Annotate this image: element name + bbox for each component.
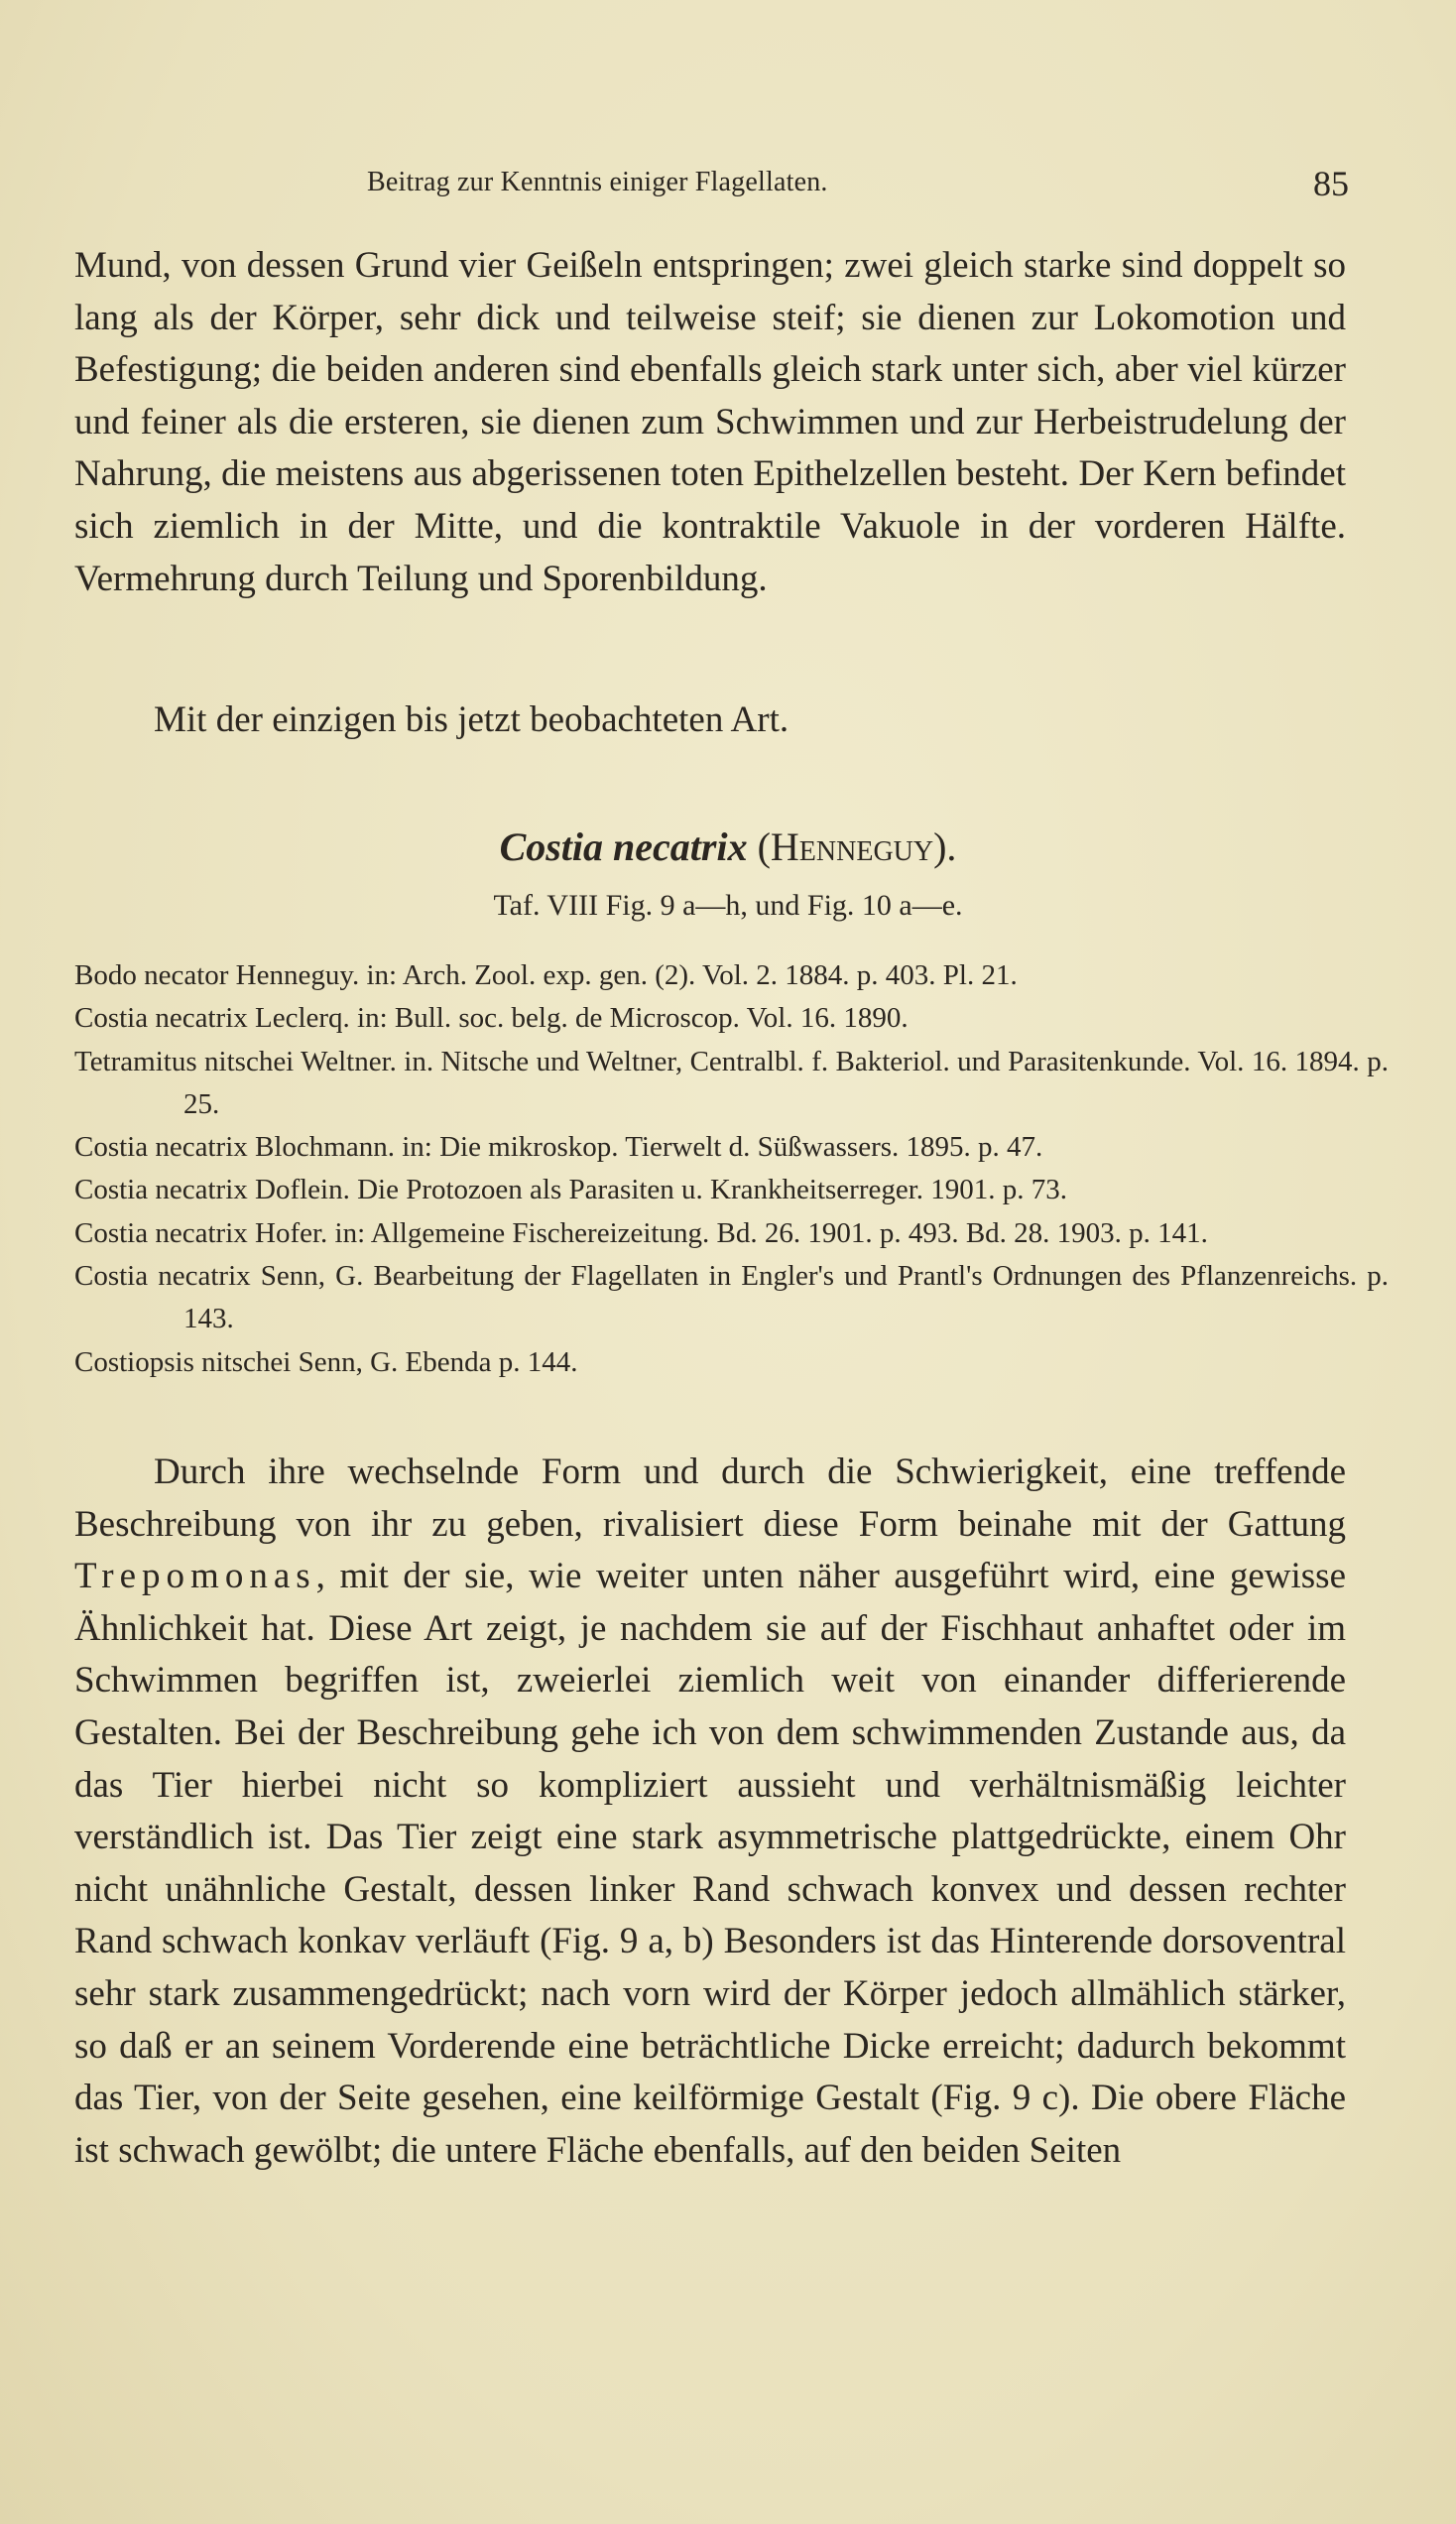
synonymy-entry: Costiopsis nitschei Senn, G. Ebenda p. 144. bbox=[74, 1345, 578, 1378]
species-author: (Henneguy). bbox=[757, 824, 957, 869]
body-paragraph-2 bbox=[74, 694, 1346, 747]
plate-reference: Taf. VIII Fig. 9 a—h, und Fig. 10 a—e. bbox=[493, 889, 963, 922]
paragraph-text-part: Durch ihre wechselnde Form und durch die Schwierigkeit, eine treffende Beschreibung von ihr zu geben, rivalisiert diese Form beinahe mit der Gattung bbox=[74, 1451, 1346, 1545]
synonymy-entry: Bodo necator Henneguy. in: Arch. Zool. exp. gen. (2). Vol. 2. 1884. p. 403. Pl. 21. bbox=[74, 959, 1018, 991]
paragraph-text bbox=[74, 1447, 1346, 2177]
paragraph-text: Mit der einzigen bis jetzt beobachteten Art. bbox=[154, 699, 789, 740]
species-name: Costia necatrix bbox=[499, 824, 748, 869]
synonymy-entry: Tetramitus nitschei Weltner. in. Nitsche und Weltner, Centralbl. f. Bakteriol. und Parasitenkunde. Vol. 16. 1894. p. 25. bbox=[74, 1045, 1389, 1120]
body-paragraph-1 bbox=[74, 240, 1346, 605]
genus-name: Trepomonas bbox=[74, 1556, 316, 1597]
body-paragraph-3 bbox=[74, 1447, 1346, 2177]
synonymy-entry: Costia necatrix Leclerq. in: Bull. soc. belg. de Microscop. Vol. 16. 1890. bbox=[74, 1002, 909, 1035]
synonymy-entry: Costia necatrix Blochmann. in: Die mikroskop. Tierwelt d. Süßwassers. 1895. p. 47. bbox=[74, 1131, 1043, 1164]
synonymy-entry: Costia necatrix Hofer. in: Allgemeine Fischereizeitung. Bd. 26. 1901. p. 493. Bd. 28. 1903. p. 141. bbox=[74, 1216, 1208, 1249]
synonymy-list bbox=[74, 954, 1389, 1384]
page-number: 85 bbox=[1313, 164, 1349, 203]
species-heading bbox=[0, 823, 1456, 870]
paragraph-text-part: , mit der sie, wie weiter unten näher ausgeführt wird, eine gewisse Ähnlichkeit hat. Diese Art zeigt, je nachdem sie auf der Fischhaut anhaftet oder im Schwimmen begriffen ist, zweierlei ziemlich weit von einander differierende Gestalten. Bei der Beschreibung gehe ich von dem schwimmenden Zustande aus, da das Tier hierbei nicht so kompliziert aussieht und verhältnismäßig leichter verständlich ist. Das Tier zeigt eine stark asymmetrische plattgedrückte, einem Ohr nicht unähnliche Gestalt, dessen linker Rand schwach konvex und dessen rechter Rand schwach konkav verläuft (Fig. 9 a, b) Besonders ist das Hinterende dorsoventral sehr stark zusammengedrückt; nach vorn wird der Körper jedoch allmählich stärker, so daß er an seinem Vorderende eine beträchtliche Dicke erreicht; dadurch bekommt das Tier, von der Seite gesehen, eine keilförmige Gestalt (Fig. 9 c). Die obere Fläche ist schwach gewölbt; die untere Fläche ebenfalls, auf den beiden Seiten bbox=[74, 1556, 1346, 2171]
page-header bbox=[367, 164, 1349, 216]
synonymy-entry: Costia necatrix Doflein. Die Protozoen als Parasiten u. Krankheitserreger. 1901. p. 73. bbox=[74, 1174, 1068, 1206]
synonymy-entry: Costia necatrix Senn, G. Bearbeitung der Flagellaten in Engler's und Prantl's Ordnungen des Pflanzenreichs. p. 143. bbox=[74, 1260, 1389, 1335]
paragraph-text: Mund, von dessen Grund vier Geißeln entspringen; zwei gleich starke sind doppelt so lang als der Körper, sehr dick und teilweise steif; sie dienen zur Lokomotion und Befestigung; die beiden anderen sind ebenfalls gleich stark unter sich, aber viel kürzer und feiner als die ersteren, sie dienen zum Schwimmen und zur Herbeistrudelung der Nahrung, die meistens aus abgerissenen toten Epithelzellen besteht. Der Kern befindet sich ziemlich in der Mitte, und die kontraktile Vakuole in der vorderen Hälfte. Vermehrung durch Teilung und Sporenbildung. bbox=[74, 245, 1346, 599]
running-title: Beitrag zur Kenntnis einiger Flagellaten. bbox=[367, 167, 828, 197]
